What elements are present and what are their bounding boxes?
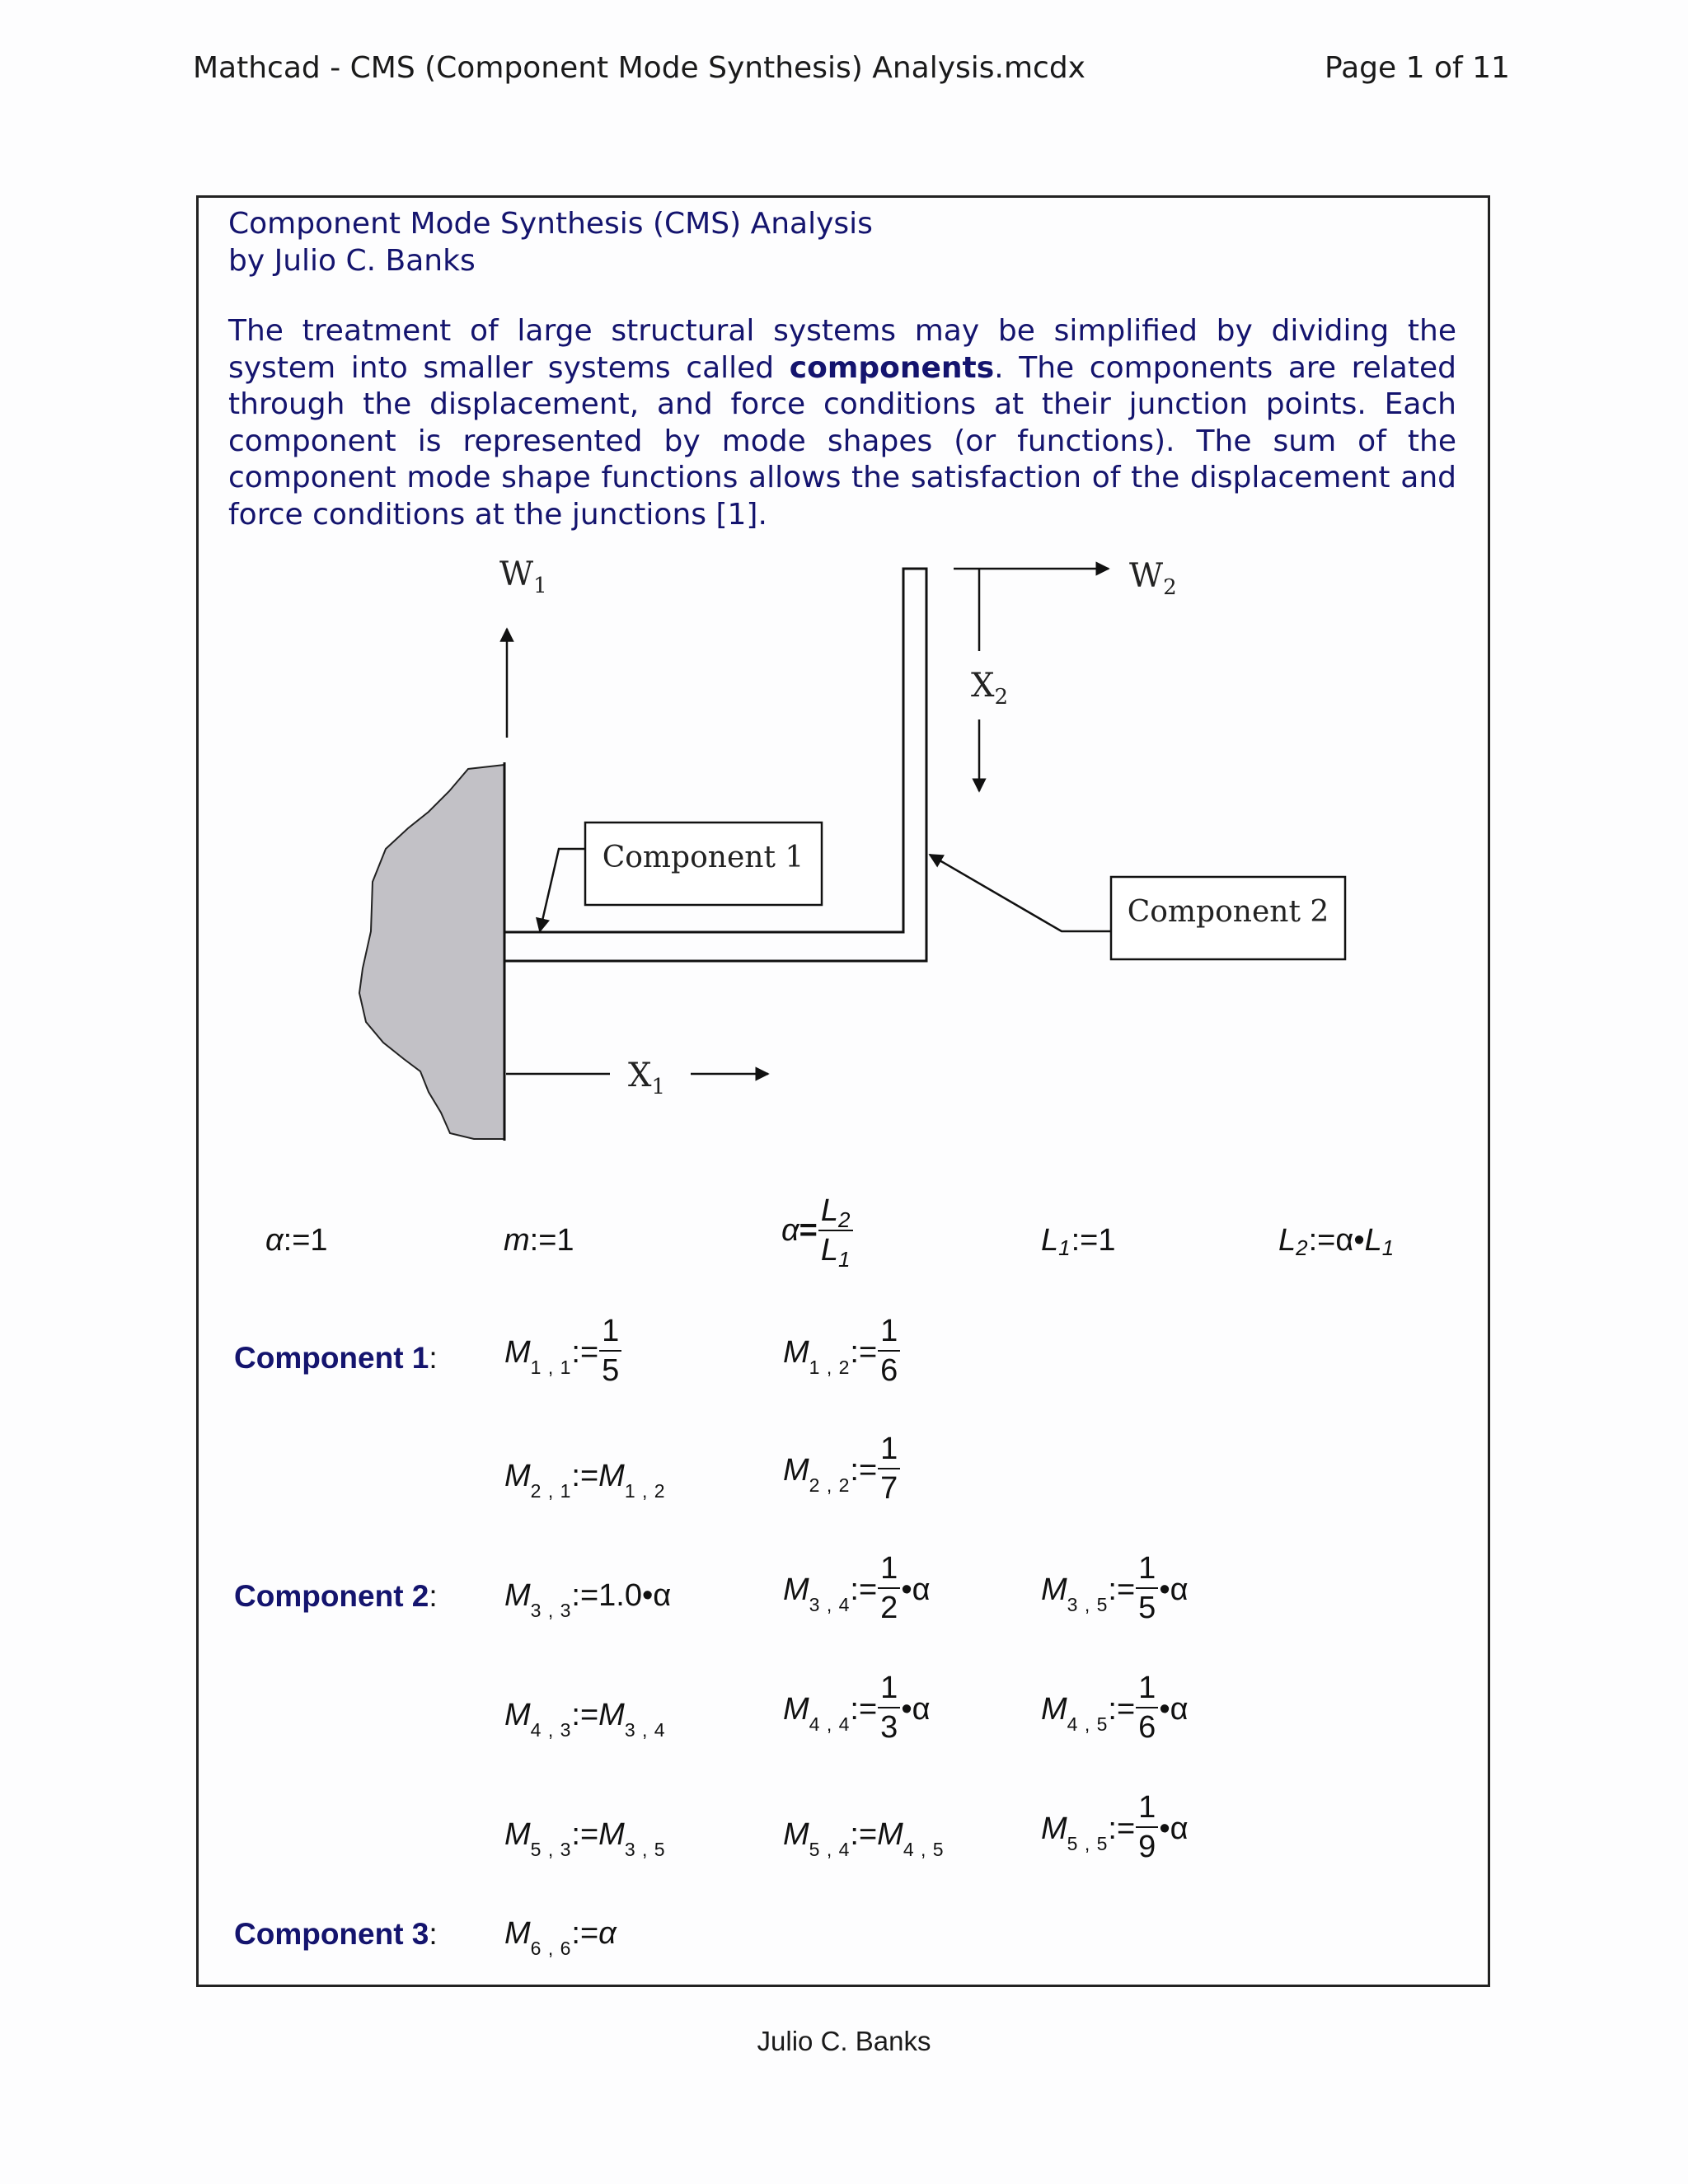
x2-label: $X_2$ <box>971 667 1009 710</box>
m54-assignment: $M_{5 , 4}:=M_{4 , 5}$ <box>783 1817 945 1860</box>
m44-assignment: $M_{4 , 4}:=$ $\frac{1}{3}$ •α <box>783 1671 931 1745</box>
w2-label: $W_2$ <box>1129 557 1177 600</box>
intro-text-1: The treatment of large structural systems may be simplified by dividing the system into smaller systems called <box>228 314 1456 385</box>
m43-assignment: $M_{4 , 3}:=M_{3 , 4}$ <box>504 1698 666 1741</box>
component-2-pointer <box>930 855 1111 931</box>
page-number: Page 1 of 11 <box>1325 51 1510 85</box>
m66-assignment: $M_{6 , 6}:=\alpha$ <box>504 1916 617 1959</box>
document-header-title: Mathcad - CMS (Component Mode Synthesis) Analysis.mcdx <box>193 51 1085 85</box>
m33-assignment: $M_{3 , 3}:=1.0•\alpha$ <box>504 1578 672 1621</box>
m34-assignment: $M_{3 , 4}:=$ $\frac{1}{2}$ •α <box>783 1551 931 1625</box>
def-m: m:=1 <box>504 1223 574 1258</box>
def-alpha: α:=1 <box>265 1223 328 1258</box>
wall-support-shape <box>359 765 504 1139</box>
intro-text-2: . The components are related through the displacement, and force conditions at their junction points. Each component is represented by mode shapes (or functions). The sum of the component mode shape functions allows the satisfaction of the displacement and force conditions at the junctions [1]. <box>228 350 1456 532</box>
def-l2: L2:=α•L1 <box>1278 1223 1395 1260</box>
m21-assignment: $M_{2 , 1}:=M_{1 , 2}$ <box>504 1459 666 1502</box>
page-footer-author: Julio C. Banks <box>757 2026 931 2056</box>
w1-label: $W_1$ <box>499 555 547 598</box>
def-l1: L1:=1 <box>1041 1223 1116 1260</box>
def-alpha-ratio: α= $\frac{L_2}{L_1}$ <box>781 1197 854 1268</box>
component-2-box-label: Component 2 <box>1127 895 1329 929</box>
x1-label: $X_1$ <box>628 1057 666 1099</box>
m55-assignment: $M_{5 , 5}:=$ $\frac{1}{9}$ •α <box>1041 1790 1189 1864</box>
component-2-label: Component 2: <box>234 1579 438 1613</box>
component-3-label: Component 3: <box>234 1917 438 1951</box>
m53-assignment: $M_{5 , 3}:=M_{3 , 5}$ <box>504 1817 666 1860</box>
m12-assignment: $M_{1 , 2}:=$ $\frac{1}{6}$ <box>783 1319 901 1390</box>
m22-assignment: $M_{2 , 2}:=$ $\frac{1}{7}$ <box>783 1436 901 1507</box>
component-1-label: Component 1: <box>234 1341 438 1375</box>
intro-bold-term: components <box>789 350 995 385</box>
m35-assignment: $M_{3 , 5}:=$ $\frac{1}{5}$ •α <box>1041 1551 1189 1625</box>
component-1-pointer <box>540 849 585 931</box>
m45-assignment: $M_{4 , 5}:=$ $\frac{1}{6}$ •α <box>1041 1671 1189 1745</box>
doc-author: by Julio C. Banks <box>228 244 476 278</box>
structure-diagram <box>330 527 1368 1162</box>
intro-paragraph <box>228 313 1456 533</box>
doc-title: Component Mode Synthesis (CMS) Analysis <box>228 207 873 241</box>
m11-assignment: $M_{1 , 1}:=$ $\frac{1}{5}$ <box>504 1319 622 1390</box>
component-1-box-label: Component 1 <box>602 841 804 874</box>
